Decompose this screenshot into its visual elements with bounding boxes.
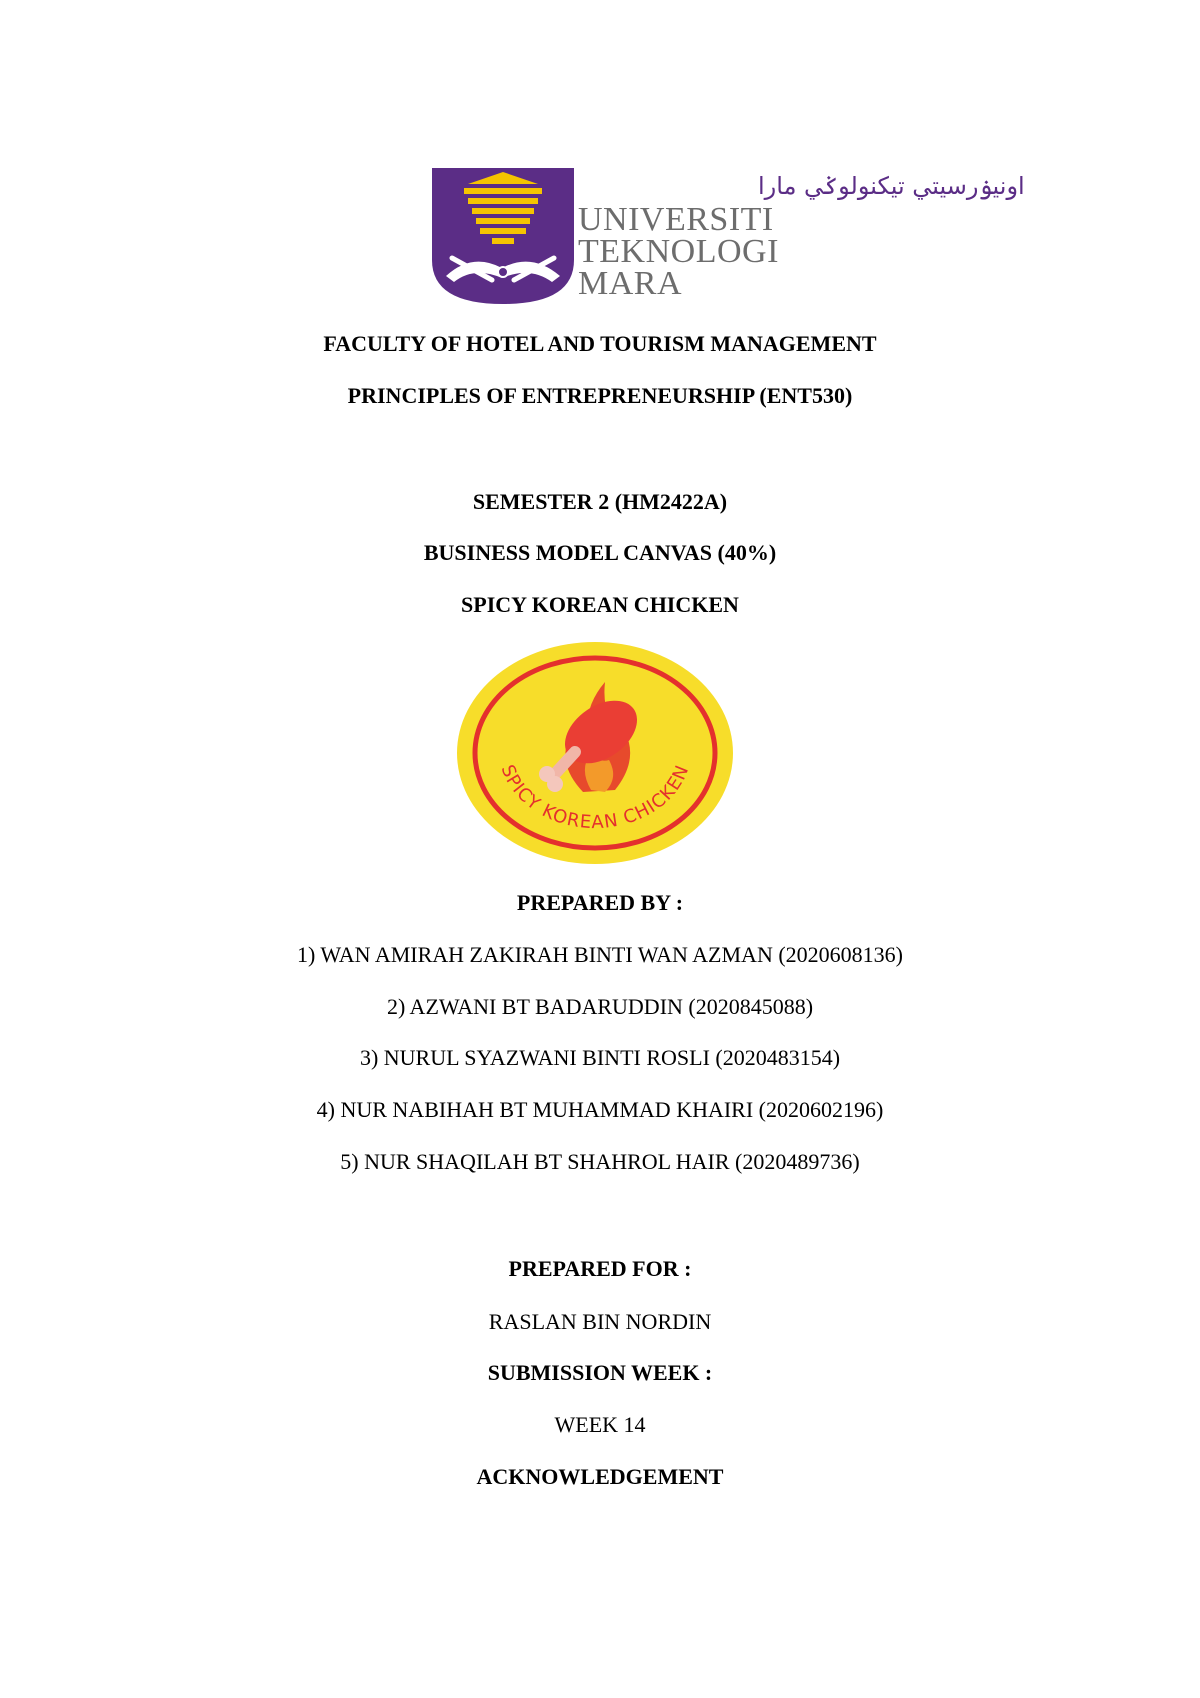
submission-week-value: WEEK 14	[554, 1412, 646, 1437]
product-logo	[455, 640, 735, 866]
acknowledgement-heading: ACKNOWLEDGEMENT	[476, 1464, 724, 1489]
university-logo	[432, 168, 1025, 304]
university-jawi-text	[580, 168, 1025, 202]
prepared-for-label: PREPARED FOR :	[508, 1256, 692, 1281]
course-title: PRINCIPLES OF ENTREPRENEURSHIP (ENT530)	[347, 383, 853, 408]
member-item: 4) NUR NABIHAH BT MUHAMMAD KHAIRI (2020602196)	[316, 1097, 884, 1122]
lecturer-name: RASLAN BIN NORDIN	[488, 1309, 712, 1334]
product-logo-ring-text: SPICY KOREAN CHICKEN	[496, 761, 694, 834]
faculty-title: FACULTY OF HOTEL AND TOURISM MANAGEMENT	[323, 331, 877, 356]
member-item: 1) WAN AMIRAH ZAKIRAH BINTI WAN AZMAN (2020608136)	[297, 942, 903, 967]
member-item: 5) NUR SHAQILAH BT SHAHROL HAIR (2020489736)	[340, 1149, 860, 1174]
university-wordmark-line: MARA	[578, 265, 683, 302]
member-item: 2) AZWANI BT BADARUDDIN (2020845088)	[386, 994, 814, 1019]
svg-text:اونيۏرسيتي تيكنولوݢي مارا: اونيۏرسيتي تيكنولوݢي مارا	[758, 172, 1025, 200]
project-title: SPICY KOREAN CHICKEN	[461, 592, 739, 617]
assignment-title: BUSINESS MODEL CANVAS (40%)	[423, 540, 777, 565]
university-wordmark	[578, 201, 779, 302]
university-wordmark-line: UNIVERSITI	[578, 201, 774, 238]
university-shield-icon	[432, 168, 574, 304]
prepared-by-label: PREPARED BY :	[516, 890, 684, 915]
university-wordmark-line: TEKNOLOGI	[578, 233, 779, 270]
submission-week-label: SUBMISSION WEEK :	[487, 1360, 713, 1385]
semester-label: SEMESTER 2 (HM2422A)	[472, 489, 728, 514]
member-item: 3) NURUL SYAZWANI BINTI ROSLI (2020483154)	[359, 1045, 841, 1070]
